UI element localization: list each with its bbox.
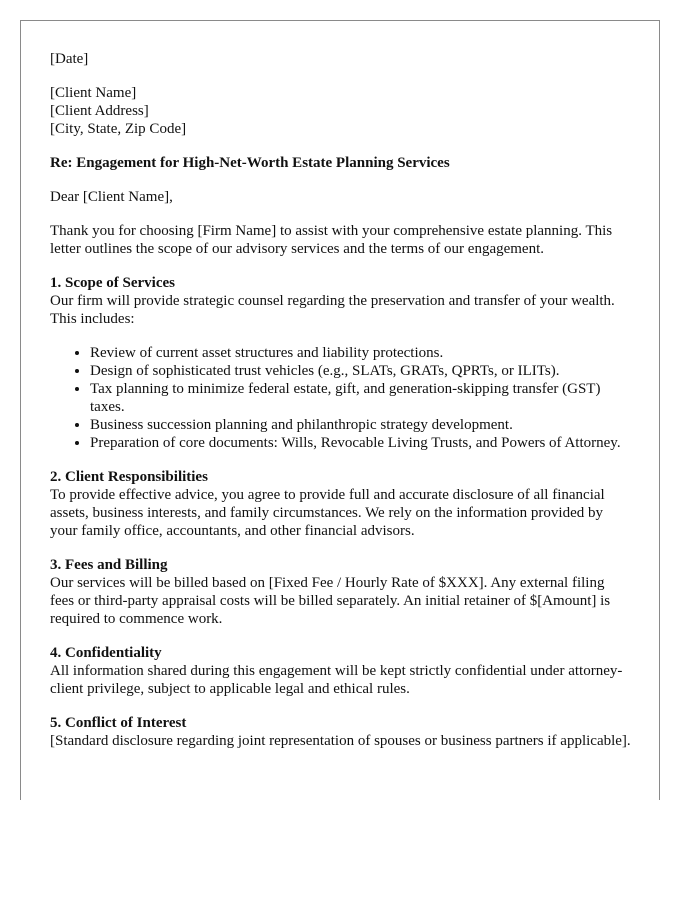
section-scope bbox=[50, 274, 631, 452]
subject-line: Re: Engagement for High-Net-Worth Estate Planning Services bbox=[50, 155, 450, 171]
section-body: All information shared during this engagement will be kept strictly confidential under attorney-client privilege, subject to applicable legal and ethical rules. bbox=[50, 663, 623, 697]
recipient-name: [Client Name] bbox=[50, 85, 137, 101]
section-heading: 3. Fees and Billing bbox=[50, 557, 168, 573]
section-body: [Standard disclosure regarding joint representation of spouses or business partners if applicable]. bbox=[50, 733, 631, 749]
list-item: • Design of sophisticated trust vehicles (e.g., SLATs, GRATs, QPRTs, or ILITs). bbox=[90, 362, 631, 380]
intro-paragraph: Thank you for choosing [Firm Name] to assist with your comprehensive estate planning. This letter outlines the scope of our advisory services and the terms of our engagement. bbox=[50, 223, 613, 257]
section-body: Our services will be billed based on [Fixed Fee / Hourly Rate of $XXX]. Any external filing fees or third-party appraisal costs will be billed separately. An initial retainer of $[Amount] is required to commence work. bbox=[50, 575, 611, 627]
recipient-address: [Client Address] bbox=[50, 103, 149, 119]
letter-page bbox=[20, 20, 660, 800]
list-item: • Tax planning to minimize federal estate, gift, and generation-skipping transfer (GST) taxes. bbox=[90, 380, 631, 416]
letter-date: [Date] bbox=[50, 51, 89, 67]
list-item: • Preparation of core documents: Wills, Revocable Living Trusts, and Powers of Attorney. bbox=[90, 434, 631, 452]
section-heading: 4. Confidentiality bbox=[50, 645, 162, 661]
recipient-block bbox=[50, 84, 631, 138]
section-heading: 1. Scope of Services bbox=[50, 275, 175, 291]
list-item: • Review of current asset structures and liability protections. bbox=[90, 344, 631, 362]
section-heading: 5. Conflict of Interest bbox=[50, 715, 187, 731]
section-fees-billing bbox=[50, 556, 631, 628]
section-client-responsibilities bbox=[50, 468, 631, 540]
recipient-city-state-zip: [City, State, Zip Code] bbox=[50, 121, 187, 137]
section-confidentiality bbox=[50, 644, 631, 698]
salutation: Dear [Client Name], bbox=[50, 189, 173, 205]
list-item: • Business succession planning and philanthropic strategy development. bbox=[90, 416, 631, 434]
section-body: Our firm will provide strategic counsel regarding the preservation and transfer of your wealth. This includes: bbox=[50, 293, 615, 327]
section-heading: 2. Client Responsibilities bbox=[50, 469, 208, 485]
scope-bullet-list bbox=[50, 344, 631, 452]
section-body: To provide effective advice, you agree to provide full and accurate disclosure of all financial assets, business interests, and family circumstances. We rely on the information provided by your family office, accountants, and other financial advisors. bbox=[50, 487, 605, 539]
section-conflict-of-interest bbox=[50, 714, 631, 750]
